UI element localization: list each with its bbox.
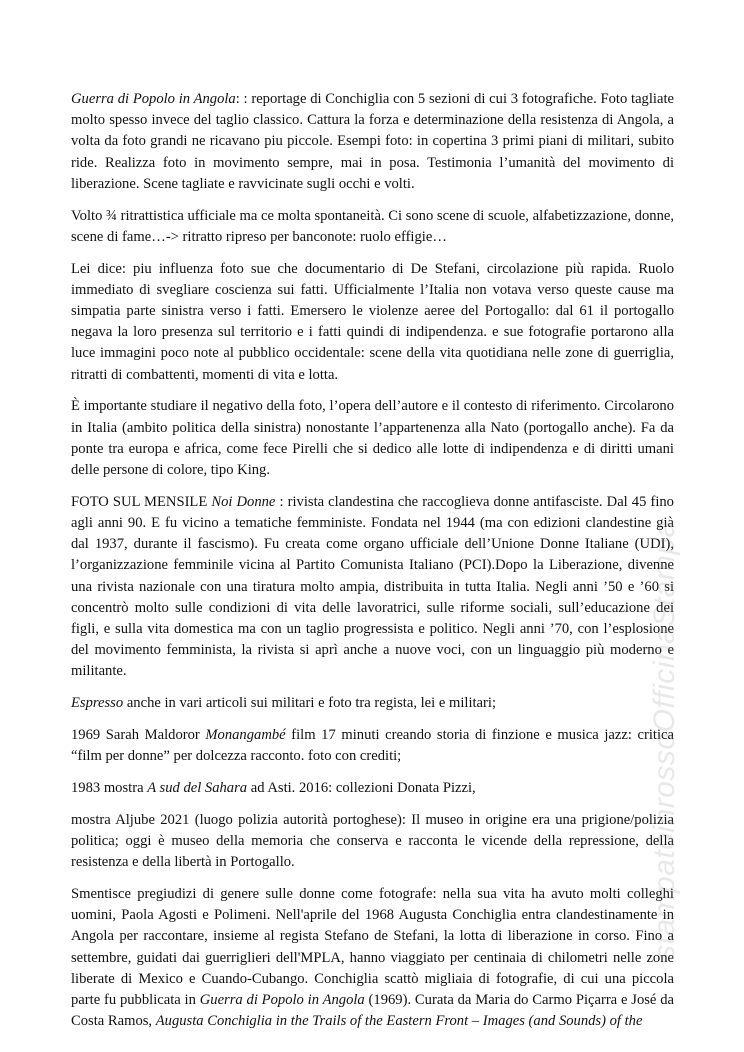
book-title: Guerra di Popolo in Angola	[199, 992, 365, 1009]
paragraph-a-sud-del-sahara: 1983 mostra A sud del Sahara ad Asti. 2016: collezioni Donata Pizzi,	[71, 780, 476, 797]
paragraph-volto: Volto ¾ ritrattistica ufficiale ma ce molta spontaneità. Ci sono scene di scuole, alfabetizzazione, donne, scene di fame…-> ritratto ripreso per banconote: ruolo effigie…	[71, 207, 674, 245]
paragraph-aljube: mostra Aljube 2021 (luogo polizia autorità portoghese): Il museo in origine era una prigione/polizia politica; oggi è museo della memoria che conserva e racconta le vicende della repressione, della resistenza e della libertà in Portogallo.	[71, 811, 674, 871]
paragraph-espresso: Espresso anche in vari articoli sui militari e foto tra regista, lei e militari;	[71, 695, 496, 712]
paragraph-noi-donne: FOTO SUL MENSILE Noi Donne : rivista clandestina che raccoglieva donne antifasciste. Dal 45 fino agli anni 90. E fu vicino a tematiche femministe. Fondata nel 1944 (ma con edizioni clandestine già dal 1937, durante il fascismo). Fu creata come organo ufficiale dell’Unione Donne Italiane (UDI), l’organizzazione femminile vicina al Partito Comunista Italiano (PCI).Dopo la Liberazione, divenne una rivista nazionale con una tiratura molto ampia, distribuita in tutta Italia. Negli anni ’50 e ’60 si concentrò molto sulle condizioni di vita delle lavoratrici, sulle riforme sociali, sull’educazione dei figli, e sulla vita domestica ma con un taglio progressista e politico. Negli anni ’70, con l’esplosione del movimento femminista, la rivista si aprì anche a nuove voci, con un linguaggio più moderno e militante.	[71, 493, 674, 680]
book-title: Guerra di Popolo in Angola	[71, 91, 236, 107]
magazine-title: Espresso	[71, 695, 124, 712]
book-title: Augusta Conchiglia in the Trails of the Eastern Front – Images (and Sounds) of the	[155, 1013, 643, 1030]
paragraph-guerra-di-popolo: Guerra di Popolo in Angola: : reportage di Conchiglia con 5 sezioni di cui 3 fotografiche. Foto tagliate molto spesso invece del taglio classico. Cattura la forza e determinazione della resistenza di Angola, a volta da foto grandi ne ricavano piu piccole. Esempi foto: in copertina 3 primi piani di militari, subito ride. Realizza foto in movimento sempre, mai in posa. Testimonia l’umanità del movimento di liberazione. Scene tagliate e ravvicinate sugli occhi e volti.	[71, 91, 674, 192]
paragraph-importante-studiare: È importante studiare il negativo della foto, l’opera dell’autore e il contesto di riferimento. Circolarono in Italia (ambito politica della sinistra) nonostante l’appartenenza alla Nato (portogallo anche). Fa da ponte tra europa e africa, come fece Pirelli che si dedico alle lotte di indipendenza e di diritti umani delle persone di colore, tipo King.	[71, 398, 674, 479]
paragraph-lei-dice: Lei dice: piu influenza foto sue che documentario di De Stefani, circolazione più rapida. Ruolo immediato di svegliare coscienza sui fatti. Ufficialmente l’Italia non votava verso queste cause ma simpatia parte sinistra verso i fatti. Emersero le violenze aeree del Portogallo: dal 61 il portogallo negava la loro presenza sul territorio e i fatti quindi di indipendenza. e sue fotografie portarono alla luce immagini poco note al pubblico occidentale: scene della vita quotidiana nelle zone di guerriglia, ritratti di combattenti, momenti di vita e lotta.	[71, 260, 674, 383]
exhibition-title: A sud del Sahara	[147, 780, 248, 797]
magazine-title: Noi Donne	[211, 493, 276, 510]
paragraph-monangambe: 1969 Sarah Maldoror Monangambé film 17 minuti creando storia di finzione e musica jazz: critica “film per donne” per dolcezza racconto. foto con crediti;	[71, 727, 674, 765]
paragraph-smentisce: Smentisce pregiudizi di genere sulle donne come fotografe: nella sua vita ha avuto molti colleghi uomini, Paola Agosti e Polimeni. Nell'aprile del 1968 Augusta Conchiglia entra clandestinamente in Angola per raccontare, insieme al regista Stefano de Stefani, la lotta di liberazione in corso. Fino a settembre, guidati dai guerriglieri dell'MPLA, hanno viaggiato per centinaia di chilometri nelle zone liberate di Mexico e Cuando-Cubango. Conchiglia scattò migliaia di fotografie, di cui una piccola parte fu pubblicata in Guerra di Popolo in Angola (1969). Curata da Maria do Carmo Piçarra e José da Costa Ramos, Augusta Conchiglia in the Trails of the Eastern Front – Images (and Sounds) of the	[71, 886, 674, 1030]
watermark: stampatoinrossoOfficinaStampa	[648, 520, 681, 960]
film-title: Monangambé	[205, 727, 286, 744]
document-body	[71, 89, 674, 1043]
